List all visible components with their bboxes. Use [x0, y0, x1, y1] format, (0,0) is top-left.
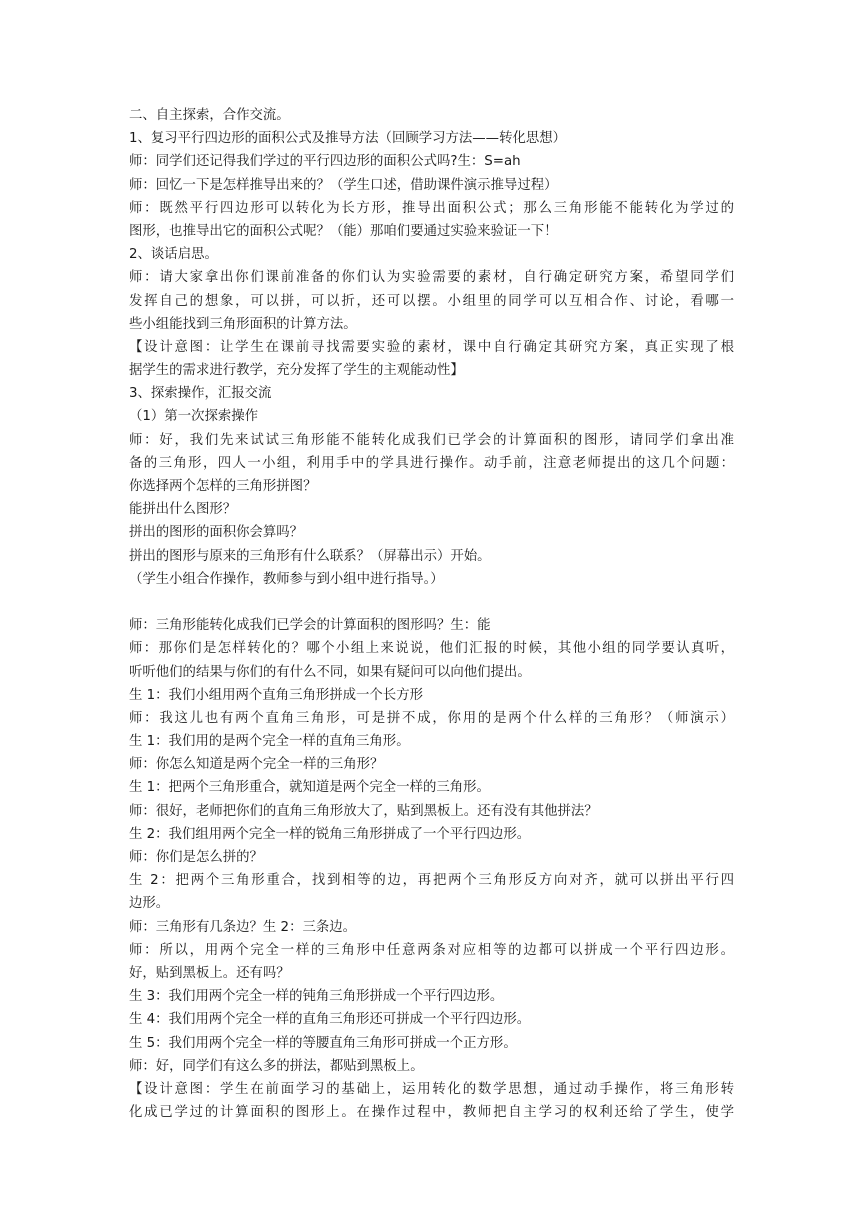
text-line: 生 5：我们用两个完全一样的等腰直角三角形可拼成一个正方形。	[129, 1035, 517, 1051]
text-line: 你选择两个怎样的三角形拼图？	[129, 479, 317, 494]
text-line: 能拼出什么图形？	[129, 502, 237, 518]
text-line: 师：好，我们先来试试三角形能不能转化成我们已学会的计算面积的图形，请同学们拿出准	[129, 432, 734, 448]
text-line: 2、谈话启思。	[129, 247, 218, 263]
text-line: 些小组能找到三角形面积的计算方法。	[129, 316, 357, 332]
text-line: 好，贴到黑板上。还有吗？	[129, 965, 290, 981]
text-line: 备的三角形，四人一小组，利用手中的学具进行操作。动手前，注意老师提出的这几个问题：	[129, 455, 734, 471]
text-line: 发挥自己的想象，可以拼，可以折，还可以摆。小组里的同学可以互相合作、讨论，看哪一	[129, 293, 734, 309]
text-line: 拼出的图形的面积你会算吗？	[129, 525, 304, 541]
text-line: 师：请大家拿出你们课前准备的你们认为实验需要的素材，自行确定研究方案，希望同学们	[129, 270, 734, 286]
document-body	[129, 104, 734, 1124]
text-line: 师：我这儿也有两个直角三角形，可是拼不成，你用的是两个什么样的三角形？（师演示）	[129, 710, 734, 726]
text-line: 师：你怎么知道是两个完全一样的三角形？	[129, 757, 384, 773]
text-line: 师：好，同学们有这么多的拼法，都贴到黑板上。	[129, 1058, 424, 1074]
text-line: 生 1：把两个三角形重合，就知道是两个完全一样的三角形。	[129, 780, 490, 796]
text-line: 边形。	[129, 896, 170, 912]
text-line: 师：回忆一下是怎样推导出来的？（学生口述，借助课件演示推导过程）	[129, 177, 558, 193]
text-line: 师：所以，用两个完全一样的三角形中任意两条对应相等的边都可以拼成一个平行四边形。	[129, 942, 734, 958]
text-line: 生 2：把两个三角形重合，找到相等的边，再把两个三角形反方向对齐，就可以拼出平行四	[129, 873, 734, 889]
text-line: 生 3：我们用两个完全一样的钝角三角形拼成一个平行四边形。	[129, 989, 504, 1005]
text-line: 师：你们是怎么拼的？	[129, 850, 263, 865]
text-line: 【设计意图：学生在前面学习的基础上，运用转化的数学思想，通过动手操作，将三角形转	[129, 1081, 734, 1097]
text-line: 二、自主探索，合作交流。	[129, 108, 290, 123]
text-line: 师：那你们是怎样转化的？哪个小组上来说说，他们汇报的时候，其他小组的同学要认真听，	[129, 641, 734, 657]
text-line: 师：三角形有几条边？生 2：三条边。	[129, 919, 357, 935]
text-line: 生 2：我们组用两个完全一样的锐角三角形拼成了一个平行四边形。	[129, 826, 531, 842]
text-line: 师：既然平行四边形可以转化为长方形，推导出面积公式；那么三角形能不能转化为学过的	[129, 200, 734, 216]
text-line: 3、探索操作，汇报交流	[129, 386, 272, 402]
text-line: 师：同学们还记得我们学过的平行四边形的面积公式吗?生：S=ah	[129, 154, 521, 170]
text-line: （1）第一次探索操作	[129, 409, 259, 425]
text-line: 生 1：我们用的是两个完全一样的直角三角形。	[129, 734, 410, 750]
text-line: 生 1：我们小组用两个直角三角形拼成一个长方形	[129, 687, 423, 703]
text-line: 师：三角形能转化成我们已学会的计算面积的图形吗？生：能	[129, 618, 491, 634]
blank-line	[129, 591, 734, 614]
text-line: 听听他们的结果与你们的有什么不同，如果有疑问可以向他们提出。	[129, 664, 531, 680]
text-line: （学生小组合作操作，教师参与到小组中进行指导。）	[129, 571, 444, 587]
text-line: 化成已学过的计算面积的图形上。在操作过程中，教师把自主学习的权利还给了学生，使学	[129, 1105, 734, 1121]
text-line: 拼出的图形与原来的三角形有什么联系？（屏幕出示）开始。	[129, 548, 491, 564]
text-line: 生 4：我们用两个完全一样的直角三角形还可拼成一个平行四边形。	[129, 1012, 531, 1028]
text-line: 图形，也推导出它的面积公式呢？（能）那咱们要通过实验来验证一下！	[129, 223, 558, 239]
text-line: 1、复习平行四边形的面积公式及推导方法（回顾学习方法——转化思想）	[129, 131, 567, 147]
text-line: 【设计意图：让学生在课前寻找需要实验的素材，课中自行确定其研究方案，真正实现了根	[129, 339, 734, 355]
text-line: 师：很好，老师把你们的直角三角形放大了，贴到黑板上。还有没有其他拼法？	[129, 803, 598, 819]
text-line: 据学生的需求进行教学，充分发挥了学生的主观能动性】	[129, 363, 464, 379]
